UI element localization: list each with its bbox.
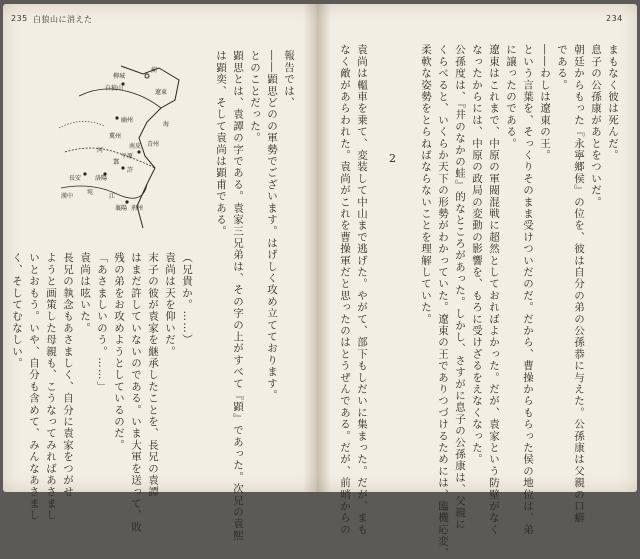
right-col: 公孫度は、『井のなかの蛙』的なところがあった。しかし、さすがに息子の公孫康は、父親に bbox=[454, 44, 466, 531]
map-label: 冀州 bbox=[109, 133, 122, 140]
left-col: 長兄の執念もあさましく、自分に袁家をつがせ bbox=[62, 252, 74, 498]
right-col: である。 bbox=[556, 44, 568, 91]
left-col: 袁尚は呟いた。 bbox=[79, 252, 91, 334]
left-col: 顕思とは、袁譚の字である。袁家三兄弟は、その字の上がすべて『顕』であった。次兄の袁熙 bbox=[232, 50, 244, 542]
map-label: 江 bbox=[109, 193, 116, 200]
right-col: 袁尚は轀車を乗て、変装して中山まで逃げた。やがて、部下もしだいに集まった。だが、まも bbox=[356, 44, 368, 536]
map-label: 許 bbox=[127, 167, 134, 174]
map-label: 鄴 bbox=[113, 159, 120, 166]
map-label: 荊州 bbox=[131, 205, 144, 212]
left-col: いとおもう。いや、自分も含めて、みんなあさまし bbox=[28, 252, 40, 522]
right-col: 柔軟な姿勢をとらねばならないことを理解していた。 bbox=[420, 44, 432, 325]
left-col: はまだ許していないのである。いま大軍を送って、敗 bbox=[130, 252, 142, 533]
left-col: 報告では、 bbox=[283, 50, 295, 109]
map-label: 宛 bbox=[87, 189, 94, 196]
right-col: なったからには、中原の政局の変動の影響を、もろに受けざるをえなくなった。 bbox=[471, 44, 483, 466]
left-col: とのことだった。 bbox=[249, 50, 261, 144]
section-number: 2 bbox=[389, 152, 396, 165]
right-col: という言葉を、そっくりそのまま受けついだのだ。だから、曹操からもらった侯の地位は、弟 bbox=[522, 44, 534, 536]
running-head: 白狼山に消えた bbox=[33, 15, 93, 24]
right-col: 朝廷からもった『永寧郷侯』の位を、彼は自分の弟の公孫恭に与えた。公孫康は父親の口癖 bbox=[573, 44, 585, 524]
map-label: 河 bbox=[97, 147, 104, 154]
right-col: に譲ったのである。 bbox=[505, 44, 517, 150]
left-col: ――顕思どのの軍勢でございます。はげしく攻め立てております。 bbox=[266, 50, 278, 401]
book-spread bbox=[3, 4, 637, 559]
left-page-number: 235 bbox=[11, 14, 28, 23]
left-col: は顕奕、そして袁尚は顕甫である。 bbox=[215, 50, 227, 238]
right-col: 息子の公孫康があとをついだ。 bbox=[590, 44, 602, 208]
map-label: 長安 bbox=[69, 175, 82, 182]
right-col: くらべると、いくらか天下の形勢がわかっていた。遼東の王でありつづけるためには、臨機応変、 bbox=[437, 44, 449, 559]
right-col: ――わしは遼東の王。 bbox=[539, 44, 551, 161]
right-col: まもなく彼は死んだ。 bbox=[607, 44, 619, 161]
left-col: く、そしてむなしい。 bbox=[11, 252, 23, 369]
map-label: 薊 bbox=[151, 67, 158, 74]
map-label: 平原 bbox=[121, 153, 134, 160]
map-label: 海 bbox=[163, 121, 170, 128]
left-col: 袁尚は天を仰いだ。 bbox=[164, 252, 176, 358]
left-col: 末子の彼が袁家を継承したことを、長兄の袁譚 bbox=[147, 252, 159, 498]
map-label: 洛陽 bbox=[95, 175, 108, 182]
left-col: 残の弟をお攻めようとしているのだ。 bbox=[113, 252, 125, 451]
historical-map bbox=[51, 56, 187, 236]
left-col: ようと画策した母親も、こうなってみればあさまし bbox=[45, 252, 57, 522]
map-label: 白狼山 bbox=[105, 85, 124, 92]
right-page-number: 234 bbox=[606, 14, 623, 23]
left-col: （兄貴か。……） bbox=[181, 252, 193, 346]
map-label: 幽州 bbox=[121, 117, 134, 124]
right-col: なく敵があらわれた。袁尚がこれを曹操軍だと思ったのはとうぜんである。だが、前哨からの bbox=[339, 44, 351, 536]
map-label: 遼東 bbox=[155, 89, 168, 96]
right-col: 遼東はこれまで、中原の軍閥混戦に超然としておればよかった。だが、袁家という防壁がなく bbox=[488, 44, 500, 536]
map-label: 襄陽 bbox=[115, 205, 128, 212]
map-illustration bbox=[51, 56, 187, 236]
map-label: 柳城 bbox=[113, 73, 126, 80]
book-gutter bbox=[303, 4, 331, 492]
left-col: 「あさましいのう。……」 bbox=[96, 252, 108, 393]
map-label: 漢中 bbox=[61, 193, 74, 200]
map-label: 青州 bbox=[147, 141, 160, 148]
map-label: 南皮 bbox=[129, 143, 142, 150]
